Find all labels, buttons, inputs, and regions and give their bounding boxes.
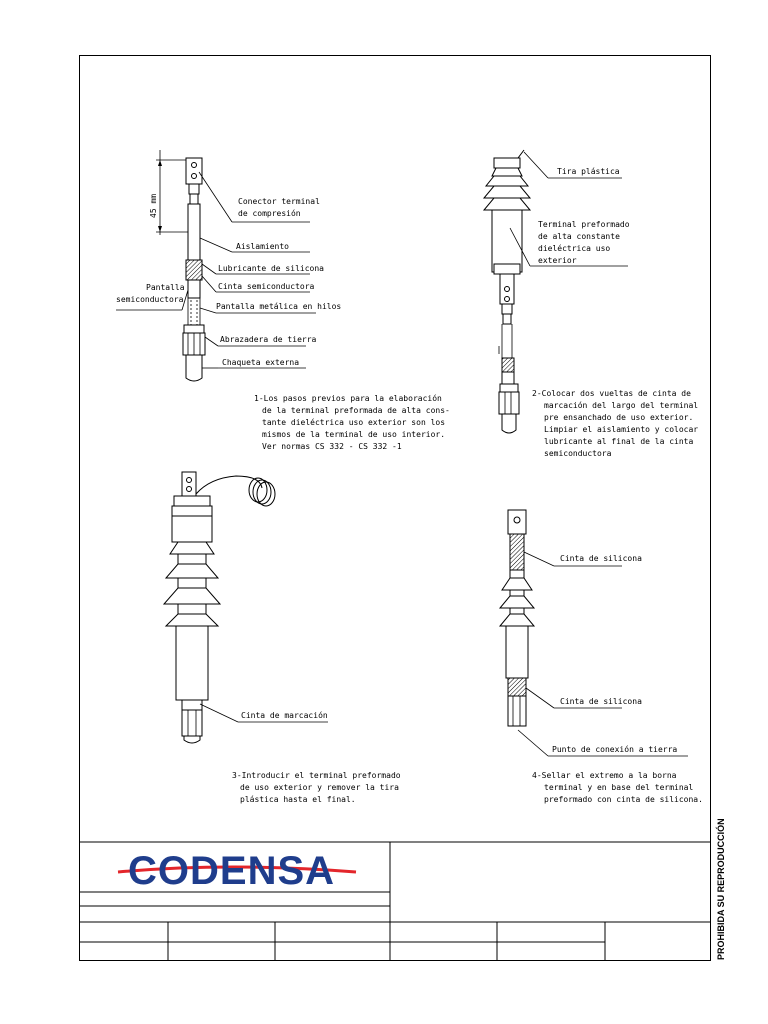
label-plastic-strip: Tira plástica [557,167,620,176]
svg-text:terminal y en base del termina: terminal y en base del terminal [544,783,694,792]
svg-text:preformado con cinta de silico: preformado con cinta de silicona. [544,795,703,804]
label-silicone-lubricant: Lubricante de silicona [218,264,324,273]
step-1-text [254,393,450,451]
plastic-strip [494,150,524,158]
step-3-text [232,771,401,804]
preformed-terminal-body [492,210,522,272]
svg-text:lubricante al final de la cint: lubricante al final de la cinta [544,437,694,446]
svg-text:tante dieléctrica uso exterior: tante dieléctrica uso exterior son los [262,418,446,427]
label-silicone-tape-1: Cinta de silicona [560,554,642,563]
figure-1-cable-preparation [116,150,341,381]
label-metal-wires: Pantalla metálica en hilos [216,302,342,311]
plastic-strip-coil [196,476,262,494]
svg-text:mismos de la terminal de uso i: mismos de la terminal de uso interior. [262,430,446,439]
silicone-tape-top [510,534,524,570]
dimension-text: 45 mm [149,193,158,218]
label-connector-2: de compresión [238,209,301,218]
ground-clamp [184,325,204,333]
compression-connector [186,158,202,184]
svg-text:Terminal preformado: Terminal preformado [538,220,630,229]
silicone-tape-bottom [508,678,526,696]
svg-text:semiconductora: semiconductora [544,449,612,458]
svg-text:de uso exterior y remover la t: de uso exterior y remover la tira [240,783,399,792]
figure-4-sealed-terminal [500,510,688,756]
label-screen-1: Pantalla [146,283,185,292]
title-block [79,818,726,961]
figure-3-terminal-install [164,472,328,743]
semiconductor-tape [186,260,202,280]
svg-text:dieléctrica uso: dieléctrica uso [538,244,611,253]
label-ground-point: Punto de conexión a tierra [552,745,678,754]
label-semiconductor-tape: Cinta semiconductora [218,282,315,291]
svg-text:de la terminal preformada de a: de la terminal preformada de alta cons- [262,406,450,415]
svg-text:1-Los pasos previos para la el: 1-Los pasos previos para la elaboración [254,394,442,403]
svg-text:Ver normas CS 332 - CS 332 -1: Ver normas CS 332 - CS 332 -1 [262,442,402,451]
svg-text:2-Colocar dos vueltas de cinta: 2-Colocar dos vueltas de cinta de [532,389,691,398]
svg-text:plástica hasta el final.: plástica hasta el final. [240,795,356,804]
codensa-logo [118,849,356,893]
svg-text:3-Introducir el terminal prefo: 3-Introducir el terminal preformado [232,771,401,780]
insulation [188,204,200,260]
label-connector-1: Conector terminal [238,197,320,206]
step-4-text [532,771,703,804]
label-silicone-tape-2: Cinta de silicona [560,697,642,706]
label-screen-2: semiconductora [116,295,184,304]
svg-text:exterior: exterior [538,256,577,265]
label-outer-jacket: Chaqueta externa [222,358,300,367]
svg-text:pre ensanchado de uso exterior: pre ensanchado de uso exterior. [544,413,694,422]
label-marking-tape: Cinta de marcación [241,711,328,720]
terminal-body-4 [506,626,528,678]
svg-text:marcación del largo del termin: marcación del largo del terminal [544,401,699,410]
svg-text:Limpiar el aislamiento y coloc: Limpiar el aislamiento y colocar [544,425,699,434]
label-ground-clamp: Abrazadera de tierra [220,335,317,344]
svg-text:de alta constante: de alta constante [538,232,620,241]
reproduction-notice: PROHIBIDA SU REPRODUCCIÓN [716,818,726,960]
label-insulation: Aislamiento [236,242,289,251]
logo-text: CODENSA [128,849,336,893]
step-2-text [532,389,698,458]
outer-jacket [186,355,202,381]
terminal-body [176,626,208,700]
svg-text:4-Sellar el extremo a la borna: 4-Sellar el extremo a la borna [532,771,677,780]
